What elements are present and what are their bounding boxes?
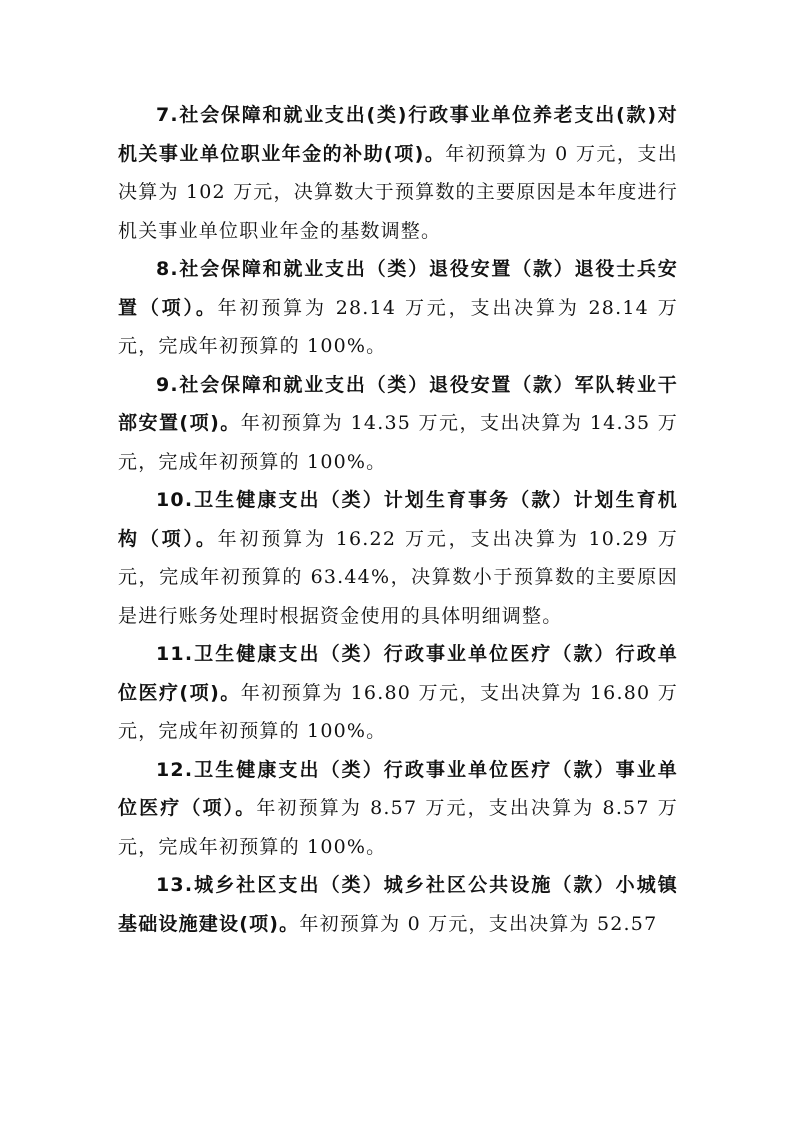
paragraph-text: 年初预算为 0 万元，支出决算为 52.57 <box>299 912 658 935</box>
paragraph-item-11 <box>118 635 678 751</box>
paragraph-text: 年初预算为 16.80 万元，支出决算为 16.80 万元，完成年初预算的 100%。 <box>118 681 678 742</box>
paragraph-heading: 12.卫生健康支出（类）行政事业单位医疗（款）事业单位医疗（项）。 <box>118 758 678 819</box>
paragraph-heading: 8.社会保障和就业支出（类）退役安置（款）退役士兵安置（项）。 <box>118 258 678 319</box>
paragraph-text: 年初预算为 16.22 万元，支出决算为 10.29 万元，完成年初预算的 63.44%，决算数小于预算数的主要原因是进行账务处理时根据资金使用的具体明细调整。 <box>118 527 678 627</box>
paragraph-item-13 <box>118 866 678 943</box>
paragraph-text: 年初预算为 8.57 万元，支出决算为 8.57 万元，完成年初预算的 100%。 <box>118 797 678 858</box>
paragraph-item-7 <box>118 96 678 250</box>
paragraph-item-9 <box>118 366 678 482</box>
paragraph-text: 年初预算为 14.35 万元，支出决算为 14.35 万元，完成年初预算的 100%。 <box>118 412 678 473</box>
paragraph-text: 年初预算为 28.14 万元，支出决算为 28.14 万元，完成年初预算的 100%。 <box>118 296 678 357</box>
paragraph-heading: 9.社会保障和就业支出（类）退役安置（款）军队转业干部安置(项)。 <box>118 373 678 434</box>
paragraph-item-10 <box>118 481 678 635</box>
paragraph-heading: 11.卫生健康支出（类）行政事业单位医疗（款）行政单位医疗(项)。 <box>118 643 678 704</box>
paragraph-heading: 7.社会保障和就业支出(类)行政事业单位养老支出(款)对机关事业单位职业年金的补助(项)。 <box>118 104 678 165</box>
paragraph-text: 年初预算为 0 万元，支出决算为 102 万元，决算数大于预算数的主要原因是本年度进行机关事业单位职业年金的基数调整。 <box>118 142 678 242</box>
paragraph-item-8 <box>118 250 678 366</box>
paragraph-item-12 <box>118 751 678 867</box>
paragraph-heading: 13.城乡社区支出（类）城乡社区公共设施（款）小城镇基础设施建设(项)。 <box>118 874 678 935</box>
document-body <box>118 96 678 943</box>
paragraph-heading: 10.卫生健康支出（类）计划生育事务（款）计划生育机构（项）。 <box>118 489 678 550</box>
